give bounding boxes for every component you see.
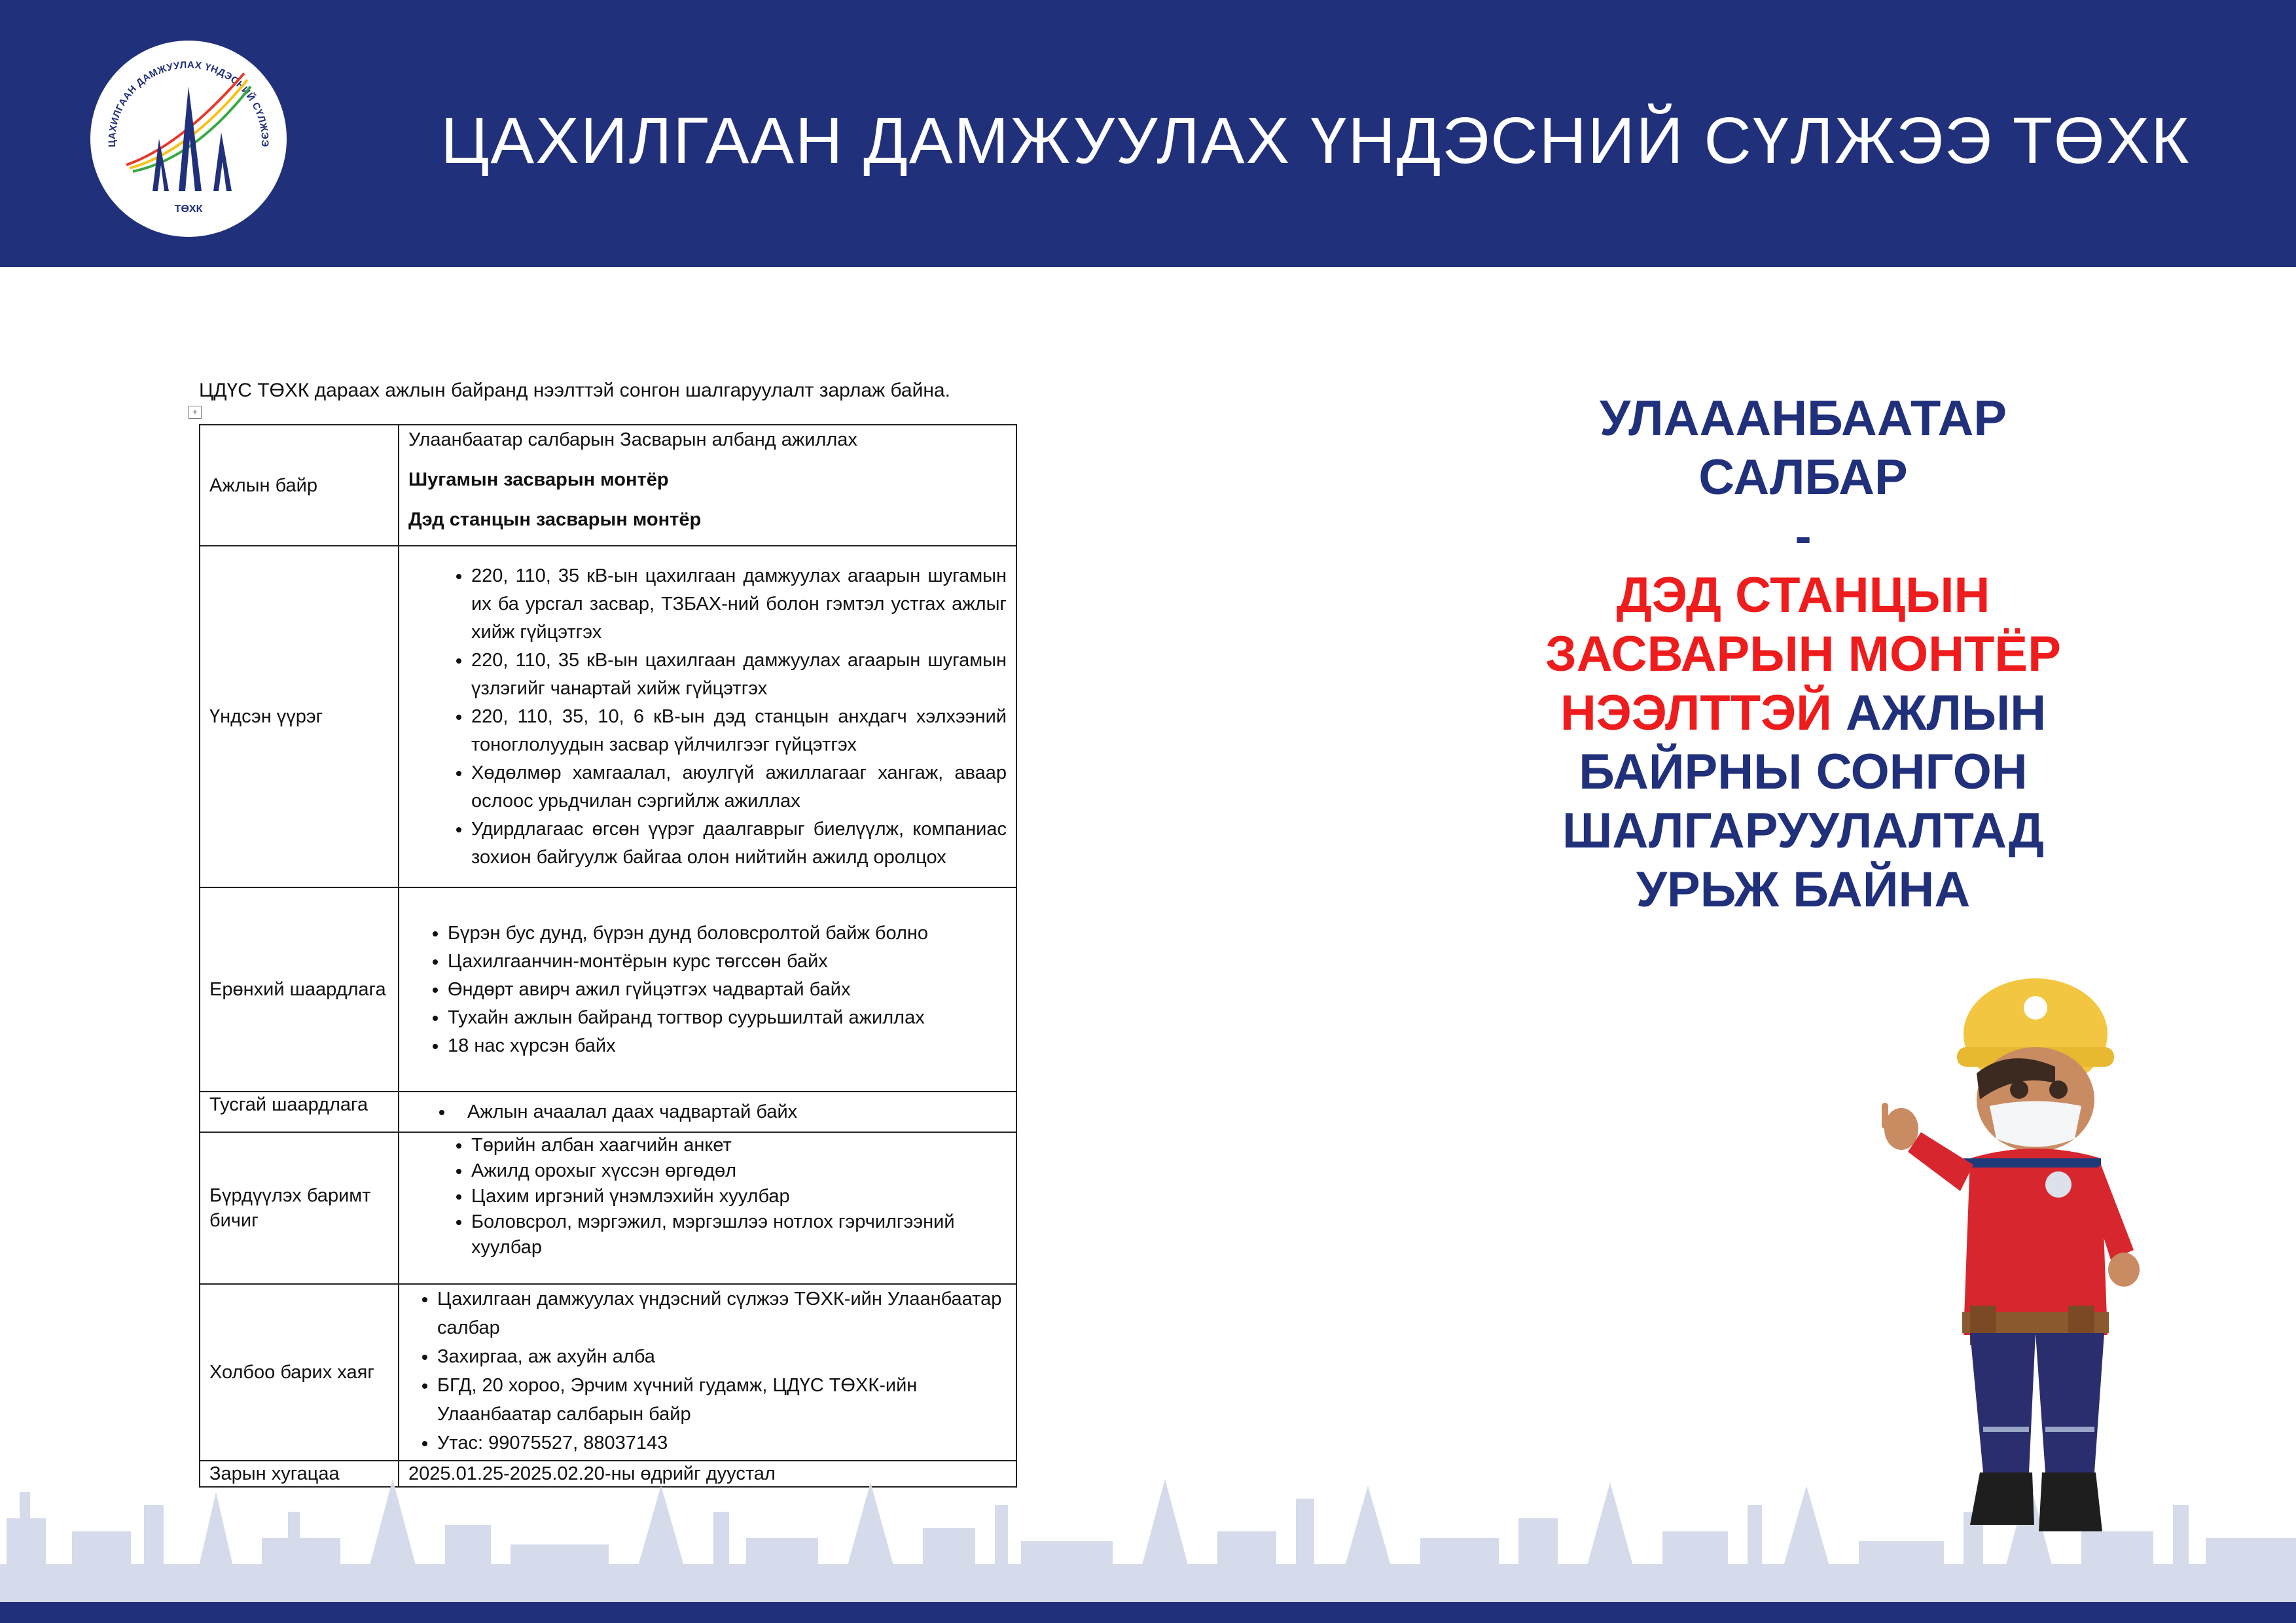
- announcement-text: [1492, 389, 2114, 919]
- list-item: • Бүрэн бус дунд, бүрэн дунд боловсролтой байж болно: [448, 919, 1007, 948]
- list-item: • Цахилгаан дамжуулах үндэсний сүлжээ ТӨХК-ийн Улаанбаатар салбар: [437, 1285, 1007, 1342]
- announcement-line-red: ДЭД СТАНЦЫН: [1616, 567, 1990, 623]
- logo-abbr: ТӨХК: [174, 204, 203, 215]
- header-bar: [0, 0, 2296, 267]
- job-details-table: [199, 424, 1017, 1488]
- list-item: • 18 нас хүрсэн байх: [448, 1032, 1007, 1060]
- table-row: [200, 546, 1016, 887]
- table-row: [200, 887, 1016, 1092]
- bottom-band: [0, 1602, 2296, 1623]
- announcement-line: УЛАААНБААТАР: [1599, 391, 2007, 446]
- announcement-line: БАЙРНЫ СОНГОН: [1579, 744, 2028, 800]
- table-row: [200, 1132, 1016, 1284]
- docs-label: Бүрдүүлэх баримт бичиг: [200, 1132, 399, 1284]
- deadline-value: 2025.01.25-2025.02.20-ны өдрийг дуустал: [399, 1461, 1016, 1487]
- table-row: [200, 1092, 1016, 1132]
- worker-mascot-icon: [1859, 969, 2147, 1544]
- list-item: • Цахилгаанчин-монтёрын курс төгссөн байх: [448, 948, 1007, 976]
- duties-label: Үндсэн үүрэг: [200, 546, 399, 887]
- document-intro: ЦДҮС ТӨХК дараах ажлын байранд нээлттэй сонгон шалгаруулалт зарлаж байна.: [199, 380, 950, 401]
- company-title: ЦАХИЛГААН ДАМЖУУЛАХ ҮНДЭСНИЙ СҮЛЖЭЭ ТӨХК: [440, 104, 2191, 177]
- table-row: [200, 1284, 1016, 1461]
- special-value: [399, 1092, 1016, 1132]
- list-item: • Утас: 99075527, 88037143: [437, 1429, 1007, 1457]
- general-value: [399, 887, 1016, 1092]
- list-item: • Ажилд орохыг хүссэн өргөдөл: [471, 1158, 1007, 1184]
- announcement-open-word: НЭЭЛТТЭЙ: [1560, 685, 1832, 741]
- list-item: • Ажлын ачаалал даах чадвартай байх: [454, 1098, 1007, 1126]
- general-label: Ерөнхий шаардлага: [200, 887, 399, 1092]
- announcement-line-red: ЗАСВАРЫН МОНТЁР: [1545, 626, 2061, 682]
- list-item: • 220, 110, 35 кВ-ын цахилгаан дамжуулах агаарын шугамын үзлэгийг чанартай хийж гүйцэтгэх: [471, 647, 1007, 703]
- list-item: • 220, 110, 35, 10, 6 кВ-ын дэд станцын анхдагч хэлхээний тоноглолуудын засвар үйлчилгээг гүйцэтгэх: [471, 703, 1007, 759]
- duties-value: [399, 546, 1016, 887]
- docs-value: [399, 1132, 1016, 1284]
- contact-label: Холбоо барих хаяг: [200, 1284, 399, 1461]
- job-position-1: Шугамын засварын монтёр: [408, 469, 669, 490]
- announcement-line: УРЬЖ БАЙНА: [1636, 862, 1971, 918]
- job-value: [399, 425, 1016, 546]
- announcement-line: ШАЛГАРУУЛАЛТАД: [1562, 803, 2044, 859]
- job-position-2: Дэд станцын засварын монтёр: [408, 509, 702, 530]
- announcement-line: САЛБАР: [1698, 450, 1908, 505]
- list-item: • БГД, 20 хороо, Эрчим хүчний гудамж, ЦДҮС ТӨХК-ийн Улаанбаатар салбарын байр: [437, 1371, 1007, 1429]
- list-item: • Өндөрт авирч ажил гүйцэтгэх чадвартай байх: [448, 976, 1007, 1004]
- deadline-label: Зарын хугацаа: [200, 1461, 399, 1487]
- announcement-dash: -: [1795, 508, 1812, 564]
- job-unit: Улаанбаатар салбарын Засварын албанд ажиллах: [408, 429, 857, 450]
- list-item: • Тухайн ажлын байранд тогтвор суурьшилтай ажиллах: [448, 1004, 1007, 1032]
- list-item: • Төрийн албан хаагчийн анкет: [471, 1133, 1007, 1158]
- table-row: [200, 425, 1016, 546]
- list-item: • Захиргаа, аж ахуйн алба: [437, 1342, 1007, 1371]
- table-move-handle-icon[interactable]: +: [188, 406, 202, 419]
- contact-value: [399, 1284, 1016, 1461]
- list-item: • Боловсрол, мэргэжил, мэргэшлээ нотлох гэрчилгээний хуулбар: [471, 1209, 1007, 1260]
- announcement-job-word: АЖЛЫН: [1831, 685, 2047, 741]
- special-label: Тусгай шаардлага: [200, 1092, 399, 1132]
- list-item: • Удирдлагаас өгсөн үүрэг даалгаврыг биелүүлж, компаниас зохион байгуулж байгаа олон нийтийн ажилд оролцох: [471, 815, 1007, 872]
- list-item: • 220, 110, 35 кВ-ын цахилгаан дамжуулах агаарын шугамын их ба урсгал засвар, ТЗБАХ-ний болон гэмтэл устгах ажлыг хийж гүйцэтгэх: [471, 562, 1007, 647]
- company-logo: [90, 41, 287, 237]
- list-item: • Цахим иргэний үнэмлэхийн хуулбар: [471, 1184, 1007, 1209]
- list-item: • Хөдөлмөр хамгаалал, аюулгүй ажиллагааг хангаж, аваар ослоос урьдчилан сэргийлж ажиллах: [471, 759, 1007, 815]
- announcement-line: [1492, 684, 2114, 743]
- job-label: Ажлын байр: [200, 425, 399, 546]
- logo-ring-text: ЦАХИЛГААН ДАМЖУУЛАХ ҮНДЭСНИЙ СҮЛЖЭЭ: [106, 59, 271, 148]
